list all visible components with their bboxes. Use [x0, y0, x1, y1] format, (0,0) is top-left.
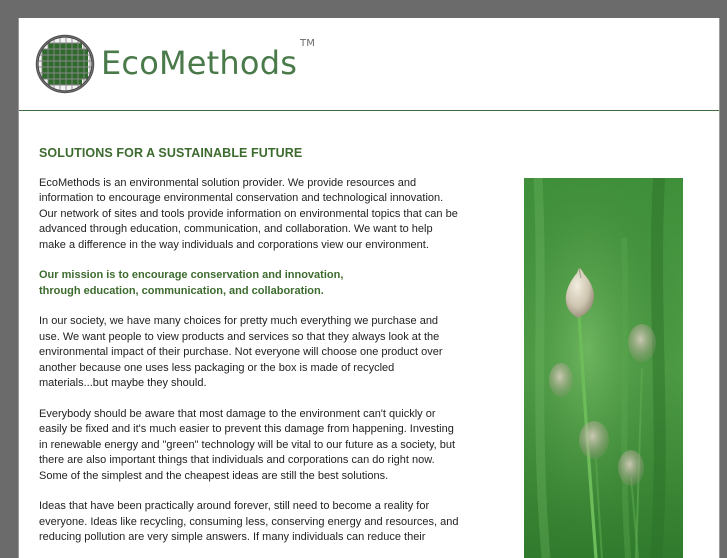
mission-line-2: through education, communication, and collaboration. [39, 284, 324, 297]
chive-flower-photo [524, 178, 683, 558]
globe-grid-icon [35, 34, 95, 94]
page-container [18, 18, 720, 558]
brand-name [101, 38, 316, 82]
paragraph-ideas: Ideas that have been practically around forever, still need to become a reality for everyone. Ideas like recycling, consuming less, conserving energy and resources, and reducing pollution are very simple answers. If many individuals can reduce their [39, 500, 459, 543]
paragraph-awareness: Everybody should be aware that most damage to the environment can't quickly or easily be fixed and it's much easier to prevent this damage from happening. Investing in renewable energy and "green" technology will be vital to our future as a society, but there are also important things that individuals and corporations can do right now. Some of the simplest and the cheapest ideas are still the best solutions. [39, 407, 456, 482]
mission-line-1: Our mission is to encourage conservation and innovation, [39, 269, 344, 281]
page-heading: SOLUTIONS FOR A SUSTAINABLE FUTURE [39, 146, 303, 160]
paragraph-choices: In our society, we have many choices for pretty much everything we purchase and use. We want people to view products and services so that they always look at the environmental impact of their purchase. Not everyone will choose one product over another because one uses less packaging or the box is made of recycled materials...but maybe they should. [39, 315, 443, 389]
intro-paragraph: EcoMethods is an environmental solution provider. We provide resources and information to encourage environmental conservation and technological innovation. Our network of sites and tools provide information on environmental topics that can be advanced through education, communication, and collaboration. We want to help make a difference in the way individuals and corporations view our environment. [39, 176, 458, 251]
trademark: TM [299, 38, 316, 49]
brand-name-text: EcoMethods [101, 44, 298, 82]
logo[interactable] [35, 34, 316, 94]
mission-statement [39, 268, 459, 299]
main-content [39, 146, 459, 558]
site-header [19, 18, 719, 111]
